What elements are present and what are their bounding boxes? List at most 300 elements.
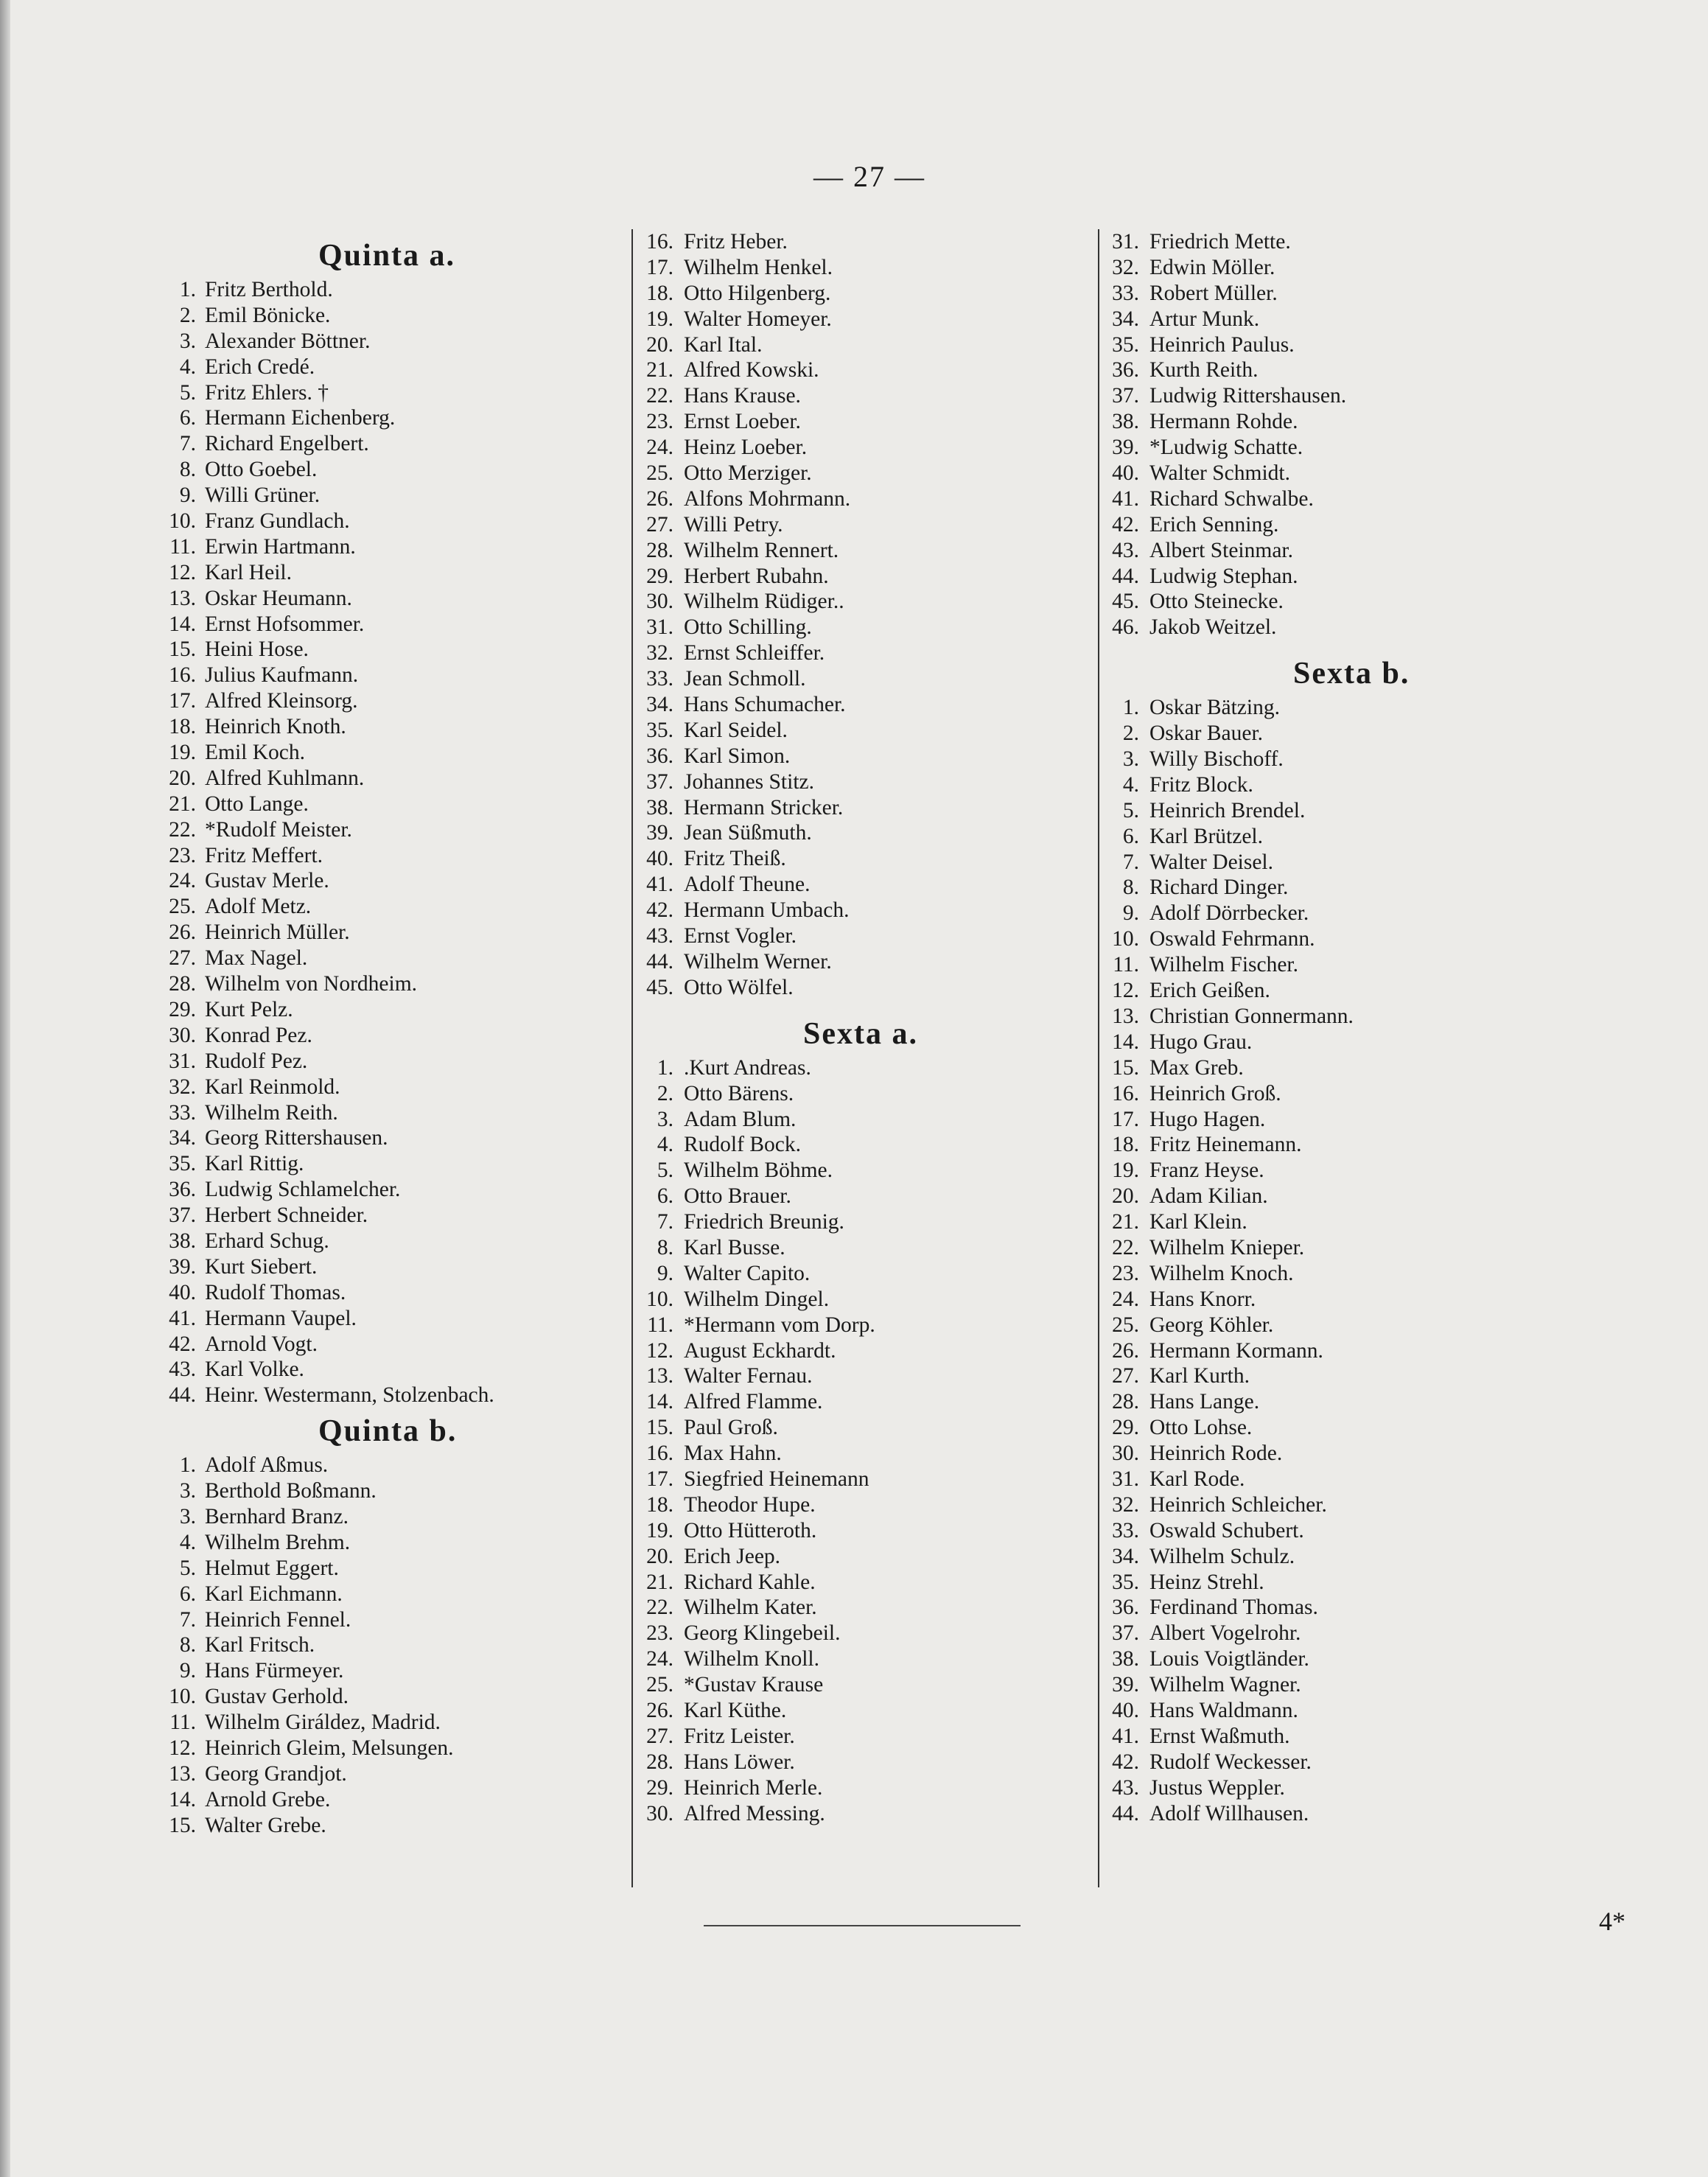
list-item [641, 872, 1113, 898]
entry-name: Fritz Heinemann. [1149, 1133, 1302, 1157]
entry-name: Wilhelm Henkel. [684, 255, 833, 279]
list-item [156, 1582, 628, 1607]
entry-number: 16. [169, 663, 196, 688]
entry-number: 29. [169, 997, 196, 1021]
list-item [1105, 1261, 1562, 1287]
entry-name: Robert Müller. [1149, 281, 1278, 305]
entry-name: Franz Heyse. [1149, 1159, 1264, 1183]
list-item [1105, 564, 1562, 590]
entry-number: 5. [179, 1556, 196, 1580]
entry-number: 22. [646, 1596, 673, 1620]
entry-name: Siegfried Heinemann [684, 1467, 869, 1491]
entry-number: 5. [1122, 798, 1139, 822]
list-item [1105, 486, 1562, 512]
entry-name: Alfred Kleinsorg. [205, 689, 358, 713]
entry-name: Rudolf Pez. [205, 1049, 308, 1073]
list-item [156, 405, 628, 431]
entry-number: 3. [1122, 747, 1139, 772]
entry-name: Wilhelm Fischer. [1149, 953, 1299, 977]
entry-name: Hermann Kormann. [1149, 1338, 1323, 1363]
entry-number: 18. [1112, 1133, 1139, 1157]
entry-name: Ferdinand Thomas. [1149, 1596, 1318, 1620]
entry-name: Karl Heil. [205, 560, 292, 584]
entry-name: Richard Kahle. [684, 1570, 816, 1594]
entry-name: Richard Engelbert. [205, 432, 369, 456]
list-item [1105, 281, 1562, 307]
entry-number: 1. [179, 278, 196, 301]
entry-name: Emil Bönicke. [205, 303, 331, 327]
entry-number: 21. [646, 1570, 673, 1594]
column-rule-left [631, 229, 633, 1887]
entry-number: 4. [179, 354, 196, 379]
list-item [156, 586, 628, 612]
entry-number: 6. [657, 1184, 673, 1209]
list-item [1105, 1724, 1562, 1750]
entry-number: 44. [1112, 1801, 1139, 1825]
list-item [641, 1595, 1113, 1621]
entry-name: Alfred Kuhlmann. [205, 766, 365, 790]
entry-name: Otto Hütteroth. [684, 1518, 817, 1542]
entry-number: 45. [1112, 590, 1139, 614]
entry-number: 7. [179, 1607, 196, 1632]
entry-number: 12. [1112, 979, 1139, 1003]
entry-number: 11. [169, 1710, 196, 1735]
entry-number: 20. [1112, 1184, 1139, 1209]
entry-number: 24. [169, 869, 196, 893]
entry-name: Jean Schmoll. [684, 667, 806, 691]
list-item [156, 1357, 628, 1383]
entry-name: Karl Klein. [1149, 1210, 1247, 1234]
entry-name: Heinrich Gleim, Melsungen. [205, 1736, 454, 1760]
entry-number: 30. [646, 590, 673, 614]
entry-name: Adam Kilian. [1149, 1184, 1268, 1209]
entry-number: 30. [169, 1023, 196, 1047]
entry-name: Walter Grebe. [205, 1813, 326, 1837]
entry-number: 35. [646, 718, 673, 742]
entry-name: Hans Krause. [684, 384, 801, 408]
list-item [1105, 1441, 1562, 1467]
entry-number: 25. [646, 461, 673, 486]
list-item [156, 817, 628, 843]
list-item [1105, 1055, 1562, 1081]
list-sexta-a-part2 [1105, 229, 1562, 640]
list-item [641, 846, 1113, 872]
list-item [641, 744, 1113, 769]
entry-name: Willi Petry. [684, 512, 783, 537]
list-item [1105, 926, 1562, 952]
list-item [641, 1287, 1113, 1313]
list-item [1105, 1467, 1562, 1492]
list-item [156, 688, 628, 714]
list-item [641, 281, 1113, 307]
entry-name: Otto Lohse. [1149, 1416, 1253, 1440]
entry-name: Karl Reinmold. [205, 1074, 340, 1099]
list-item [156, 1023, 628, 1049]
entry-number: 39. [1112, 1673, 1139, 1697]
entry-name: Johannes Stitz. [684, 769, 814, 794]
list-item [1105, 1415, 1562, 1441]
list-item [156, 766, 628, 792]
list-item [641, 512, 1113, 538]
list-item [641, 718, 1113, 744]
entry-name: Karl Rode. [1149, 1467, 1245, 1491]
list-item [156, 714, 628, 740]
entry-number: 32. [646, 641, 673, 665]
entry-name: Adolf Dörrbecker. [1149, 901, 1309, 926]
entry-name: Adolf Theune. [684, 873, 811, 897]
entry-name: Heinrich Rode. [1149, 1442, 1283, 1466]
entry-number: 17. [646, 255, 673, 279]
entry-name: Heinz Strehl. [1149, 1570, 1264, 1594]
entry-number: 34. [1112, 1544, 1139, 1568]
entry-number: 18. [169, 715, 196, 739]
list-item [1105, 1209, 1562, 1235]
entry-number: 42. [1112, 1750, 1139, 1774]
list-item [641, 357, 1113, 383]
list-item [156, 1504, 628, 1530]
entry-name: Alfred Messing. [684, 1801, 825, 1825]
entry-number: 15. [169, 637, 196, 662]
list-item [1105, 1698, 1562, 1724]
entry-number: 36. [646, 744, 673, 768]
entry-name: Karl Fritsch. [205, 1633, 315, 1657]
list-item [641, 1338, 1113, 1364]
list-item [1105, 1184, 1562, 1209]
entry-name: Albert Steinmar. [1149, 538, 1293, 562]
entry-number: 28. [169, 972, 196, 996]
entry-name: Fritz Theiß. [684, 847, 786, 871]
entry-name: Karl Volke. [205, 1357, 304, 1382]
entry-number: 28. [646, 1750, 673, 1774]
entry-name: Hermann Eichenberg. [205, 406, 396, 430]
entry-name: Jean Süßmuth. [684, 821, 812, 845]
entry-name: *Hermann vom Dorp. [684, 1313, 875, 1337]
entry-number: 46. [1112, 615, 1139, 640]
list-item [156, 1736, 628, 1761]
list-item [156, 1332, 628, 1357]
entry-name: Hugo Grau. [1149, 1030, 1253, 1054]
list-item [1105, 461, 1562, 486]
list-item [1105, 512, 1562, 538]
entry-number: 9. [657, 1261, 673, 1285]
list-item [1105, 1646, 1562, 1672]
entry-number: 26. [169, 920, 196, 945]
entry-number: 33. [1112, 1518, 1139, 1542]
entry-name: Alfons Mohrmann. [684, 486, 851, 511]
list-item [1105, 307, 1562, 332]
list-item [641, 307, 1113, 332]
entry-number: 13. [169, 1761, 196, 1786]
list-item [156, 1151, 628, 1177]
entry-name: Otto Lange. [205, 792, 309, 816]
entry-name: Friedrich Breunig. [684, 1210, 844, 1234]
entry-name: Heinrich Knoth. [205, 715, 346, 739]
entry-number: 39. [1112, 436, 1139, 460]
list-item [156, 431, 628, 457]
entry-number: 17. [169, 689, 196, 713]
entry-name: Wilhelm Knieper. [1149, 1235, 1305, 1259]
entry-number: 9. [1122, 901, 1139, 926]
entry-name: Karl Seidel. [684, 718, 788, 742]
entry-name: Ludwig Schlamelcher. [205, 1178, 401, 1202]
entry-number: 27. [646, 1724, 673, 1748]
section-title-sexta-b: Sexta b. [1293, 657, 1410, 691]
entry-name: *Rudolf Meister. [205, 817, 352, 842]
list-item [1105, 901, 1562, 926]
entry-number: 25. [646, 1673, 673, 1697]
entry-number: 30. [646, 1801, 673, 1825]
list-item [1105, 383, 1562, 409]
list-item [641, 435, 1113, 461]
entry-name: Berthold Boßmann. [205, 1479, 377, 1503]
entry-number: 22. [1112, 1235, 1139, 1259]
list-item [156, 1813, 628, 1839]
entry-number: 27. [646, 512, 673, 537]
entry-name: Hans Lange. [1149, 1390, 1260, 1414]
entry-name: Erhard Schug. [205, 1229, 329, 1253]
entry-name: Max Nagel. [205, 946, 308, 971]
list-item [641, 1107, 1113, 1133]
entry-name: Erich Senning. [1149, 512, 1279, 537]
entry-number: 4. [657, 1133, 673, 1157]
list-item [156, 1607, 628, 1633]
entry-number: 24. [1112, 1287, 1139, 1311]
entry-name: Wilhelm Rüdiger.. [684, 590, 844, 614]
entry-name: Adolf Aßmus. [205, 1453, 329, 1478]
list-item [156, 920, 628, 946]
list-item [641, 1055, 1113, 1081]
entry-number: 9. [179, 1659, 196, 1683]
entry-number: 38. [1112, 1647, 1139, 1671]
entry-number: 8. [657, 1235, 673, 1259]
entry-name: Hermann Vaupel. [205, 1306, 357, 1330]
entry-name: Herbert Rubahn. [684, 564, 829, 588]
entry-name: Otto Schilling. [684, 615, 812, 640]
section-title-quinta-a: Quinta a. [318, 239, 456, 273]
entry-name: Wilhelm Wagner. [1149, 1673, 1301, 1697]
list-item [641, 1775, 1113, 1801]
entry-name: Otto Goebel. [205, 458, 318, 482]
entry-number: 3. [179, 1479, 196, 1503]
list-item [641, 1313, 1113, 1338]
entry-number: 6. [1122, 824, 1139, 848]
entry-name: Alexander Böttner. [205, 329, 371, 353]
list-quinta-b-part1 [156, 1453, 628, 1838]
list-item [1105, 1338, 1562, 1364]
list-item [156, 1383, 628, 1408]
list-item [641, 1261, 1113, 1287]
entry-number: 36. [1112, 1596, 1139, 1620]
list-item [641, 1750, 1113, 1775]
entry-number: 14. [646, 1390, 673, 1414]
list-item [1105, 875, 1562, 901]
entry-name: Otto Bärens. [684, 1081, 794, 1105]
entry-number: 42. [646, 898, 673, 923]
column-2 [641, 229, 1113, 1826]
entry-name: Theodor Hupe. [684, 1492, 816, 1517]
entry-name: Friedrich Mette. [1149, 230, 1291, 254]
entry-name: Heinrich Fennel. [205, 1607, 351, 1632]
entry-number: 39. [169, 1254, 196, 1279]
entry-number: 11. [1113, 953, 1139, 977]
entry-name: Karl Busse. [684, 1235, 785, 1259]
entry-name: Wilhelm Kater. [684, 1596, 817, 1620]
entry-number: 19. [169, 741, 196, 765]
list-item [641, 820, 1113, 846]
entry-number: 3. [179, 1504, 196, 1528]
list-item [641, 1158, 1113, 1184]
list-item [1105, 1107, 1562, 1133]
entry-name: Edwin Möller. [1149, 255, 1275, 279]
list-item [641, 538, 1113, 564]
entry-name: Erich Credé. [205, 354, 315, 379]
list-item [641, 1570, 1113, 1596]
list-item [641, 1724, 1113, 1750]
list-item [1105, 1389, 1562, 1415]
entry-name: Walter Schmidt. [1149, 461, 1290, 486]
entry-name: Adolf Metz. [205, 895, 312, 919]
list-item [156, 354, 628, 380]
entry-number: 7. [657, 1210, 673, 1234]
list-item [1105, 589, 1562, 615]
entry-number: 41. [646, 873, 673, 897]
list-item [641, 1415, 1113, 1441]
entry-number: 2. [179, 303, 196, 327]
entry-name: Hans Waldmann. [1149, 1698, 1298, 1722]
list-item [641, 332, 1113, 358]
list-item [1105, 978, 1562, 1004]
list-item [1105, 1750, 1562, 1775]
entry-name: Oswald Schubert. [1149, 1518, 1304, 1542]
list-item [1105, 1775, 1562, 1801]
list-item [641, 615, 1113, 640]
entry-number: 43. [169, 1357, 196, 1382]
entry-number: 38. [646, 795, 673, 820]
entry-name: Kurt Pelz. [205, 997, 293, 1021]
list-item [1105, 695, 1562, 721]
list-item [641, 1672, 1113, 1698]
entry-name: Wilhelm Böhme. [684, 1159, 833, 1183]
list-item [156, 1229, 628, 1254]
entry-number: 27. [1112, 1364, 1139, 1388]
entry-name: Hans Löwer. [684, 1750, 795, 1774]
entry-number: 9. [179, 483, 196, 508]
list-item [156, 1125, 628, 1151]
entry-number: 23. [646, 410, 673, 434]
list-item [156, 380, 628, 406]
entry-name: Rudolf Thomas. [205, 1280, 346, 1304]
list-item [641, 1518, 1113, 1544]
list-item [1105, 1158, 1562, 1184]
list-item [1105, 435, 1562, 461]
entry-name: Max Hahn. [684, 1442, 782, 1466]
entry-number: 2. [1122, 721, 1139, 746]
list-item [1105, 1363, 1562, 1389]
list-item [1105, 747, 1562, 772]
entry-number: 29. [646, 1775, 673, 1800]
entry-name: Ludwig Rittershausen. [1149, 384, 1347, 408]
column-3 [1105, 229, 1562, 1826]
list-item [156, 1684, 628, 1710]
entry-name: Walter Deisel. [1149, 850, 1273, 874]
entry-name: Heinrich Müller. [205, 920, 350, 945]
entry-name: Heinz Loeber. [684, 436, 808, 460]
entry-number: 21. [1112, 1210, 1139, 1234]
entry-name: Helmut Eggert. [205, 1556, 339, 1580]
list-item [641, 666, 1113, 692]
entry-number: 35. [1112, 1570, 1139, 1594]
list-item [156, 637, 628, 663]
list-item [156, 1530, 628, 1556]
entry-number: 1. [657, 1055, 673, 1080]
entry-name: Wilhelm Giráldez, Madrid. [205, 1710, 441, 1735]
entry-name: Karl Kurth. [1149, 1364, 1250, 1388]
entry-number: 31. [169, 1049, 196, 1073]
list-item [156, 560, 628, 586]
entry-name: Alfred Flamme. [684, 1390, 823, 1414]
entry-name: .Kurt Andreas. [684, 1055, 811, 1080]
list-item [156, 303, 628, 329]
entry-number: 40. [1112, 1698, 1139, 1722]
entry-number: 27. [169, 946, 196, 971]
list-item [156, 534, 628, 560]
list-item [1105, 1492, 1562, 1518]
entry-name: Justus Weppler. [1149, 1775, 1285, 1800]
entry-number: 10. [169, 1685, 196, 1709]
list-item [1105, 1004, 1562, 1030]
entry-number: 31. [1112, 1467, 1139, 1491]
entry-name: Albert Vogelrohr. [1149, 1621, 1301, 1646]
entry-name: Walter Fernau. [684, 1364, 813, 1388]
list-item [641, 923, 1113, 949]
entry-number: 8. [179, 1633, 196, 1657]
entry-name: Rudolf Bock. [684, 1133, 801, 1157]
entry-number: 33. [646, 667, 673, 691]
list-item [641, 1441, 1113, 1467]
entry-number: 39. [646, 821, 673, 845]
entry-name: Artur Munk. [1149, 307, 1260, 331]
entry-number: 3. [179, 329, 196, 353]
entry-name: Kurth Reith. [1149, 358, 1259, 382]
list-item [641, 1646, 1113, 1672]
entry-number: 3. [657, 1107, 673, 1131]
entry-name: Otto Wölfel. [684, 975, 794, 999]
list-item [156, 277, 628, 303]
entry-name: Hugo Hagen. [1149, 1107, 1266, 1131]
entry-number: 28. [646, 538, 673, 562]
list-item [156, 1100, 628, 1126]
entry-name: Walter Homeyer. [684, 307, 832, 331]
entry-number: 2. [657, 1081, 673, 1105]
list-item [156, 457, 628, 483]
entry-number: 13. [1112, 1004, 1139, 1028]
entry-number: 19. [1112, 1159, 1139, 1183]
entry-name: Wilhelm Schulz. [1149, 1544, 1295, 1568]
entry-number: 23. [169, 843, 196, 867]
entry-number: 34. [1112, 307, 1139, 331]
list-item [641, 589, 1113, 615]
entry-name: Julius Kaufmann. [205, 663, 359, 688]
list-item [1105, 1672, 1562, 1698]
entry-name: Adolf Willhausen. [1149, 1801, 1309, 1825]
entry-name: Wilhelm Dingel. [684, 1287, 830, 1311]
list-item [641, 1081, 1113, 1107]
list-item [1105, 798, 1562, 824]
entry-number: 10. [646, 1287, 673, 1311]
entry-number: 8. [1122, 876, 1139, 900]
entry-number: 7. [1122, 850, 1139, 874]
entry-number: 20. [169, 766, 196, 790]
